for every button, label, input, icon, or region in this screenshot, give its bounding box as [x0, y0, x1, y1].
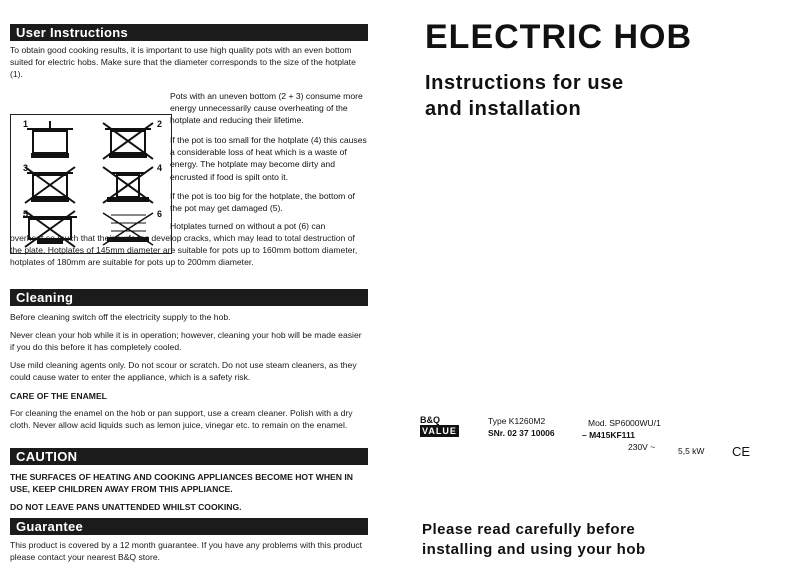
- caution-header: CAUTION: [10, 448, 368, 465]
- big-pot-text: If the pot is too big for the hotplate, the bottom of the pot may get damaged (5).: [170, 191, 355, 214]
- no-pot-text-lead: Hotplates turned on without a pot (6) can: [170, 221, 326, 231]
- figure-number-3: 3: [23, 163, 29, 173]
- pot-good-icon: [27, 121, 73, 158]
- enamel-text: For cleaning the enamel on the hob or pan support, use a cream cleaner. Polish with a dry cloth. Never allow acid liquids such as lemon juice, vinegar etc. to remain on the enamel.: [10, 408, 353, 431]
- rating-plate: [420, 410, 750, 470]
- cleaning-p3: Use mild cleaning agents only. Do not scour or scratch. Do not use steam cleaners, as they could cause water to enter the appliance, which is a safety risk.: [10, 360, 357, 383]
- bq-value-logo: [420, 416, 478, 440]
- enamel-subheader: CARE OF THE ENAMEL: [10, 391, 107, 401]
- pot-uneven-icon: [103, 123, 153, 159]
- guarantee-header: Guarantee: [10, 518, 368, 535]
- document-title: ELECTRIC HOB: [425, 18, 692, 56]
- user-instructions-intro: To obtain good cooking results, it is important to use high quality pots with an even bottom suited for electric hobs. Make sure that the diameter corresponds to the size of the hotplate (1).: [10, 45, 356, 80]
- power-rating: 5,5 kW: [678, 446, 705, 456]
- subtitle-line-2: and installation: [425, 98, 582, 120]
- cleaning-p2: Never clean your hob while it is in operation; however, cleaning your hob will be made easier if you do this before it has completely cooled.: [10, 330, 362, 353]
- logo-top-text: B&Q: [420, 415, 440, 425]
- figure-number-5: 5: [23, 209, 29, 219]
- small-pot-text: If the pot is too small for the hotplate (4) this causes a considerable loss of heat which is a waste of energy. The hotplate may become dirty and encrusted if food is spilt onto it.: [170, 135, 367, 182]
- cleaning-p1: Before cleaning switch off the electricity supply to the hob.: [10, 312, 231, 322]
- footer-line-2: installing and using your hob: [422, 541, 646, 558]
- read-carefully-note: [422, 520, 646, 560]
- ce-mark: CE: [732, 444, 751, 459]
- figure-number-2: 2: [157, 119, 163, 129]
- figure-number-1: 1: [23, 119, 29, 129]
- model-label: Mod. SP6000WU/1: [588, 418, 661, 428]
- pot-convex-icon: [25, 167, 75, 203]
- no-pot-text-tail: overheat so much that their surfaces develop cracks, which may lead to total destruction of the plate. Hotplates of 145mm diameter are suitable for pots up to 160mm bottom diameter, hotplates of 180mm are suitable for pots up to 200mm diameter.: [10, 233, 358, 268]
- figure-number-4: 4: [157, 163, 163, 173]
- voltage: 230V ~: [628, 442, 656, 452]
- model-code: – M415KF111: [582, 430, 635, 440]
- type-label: Type K1260M2: [488, 416, 546, 426]
- guarantee-text: This product is covered by a 12 month guarantee. If you have any problems with this product please contact your nearest B&Q store.: [10, 540, 363, 563]
- figure-number-6: 6: [157, 209, 163, 219]
- user-instructions-header: User Instructions: [10, 24, 368, 41]
- cleaning-header: Cleaning: [10, 289, 368, 306]
- pot-too-small-icon: [103, 167, 153, 203]
- caution-p2: DO NOT LEAVE PANS UNATTENDED WHILST COOKING.: [10, 502, 242, 512]
- logo-bottom-text: VALUE: [422, 426, 457, 436]
- footer-line-1: Please read carefully before: [422, 521, 636, 538]
- serial-number: SNr. 02 37 10006: [488, 428, 555, 438]
- subtitle-line-1: Instructions for use: [425, 72, 624, 94]
- caution-p1: THE SURFACES OF HEATING AND COOKING APPLIANCES BECOME HOT WHEN IN USE, KEEP CHILDREN AWAY FROM THIS APPLIANCE.: [10, 472, 353, 495]
- uneven-pot-text: Pots with an uneven bottom (2 + 3) consume more energy unnecessarily cause overheating of the hotplate and reducing their lifetime.: [170, 91, 363, 126]
- document-subtitle: [425, 70, 624, 122]
